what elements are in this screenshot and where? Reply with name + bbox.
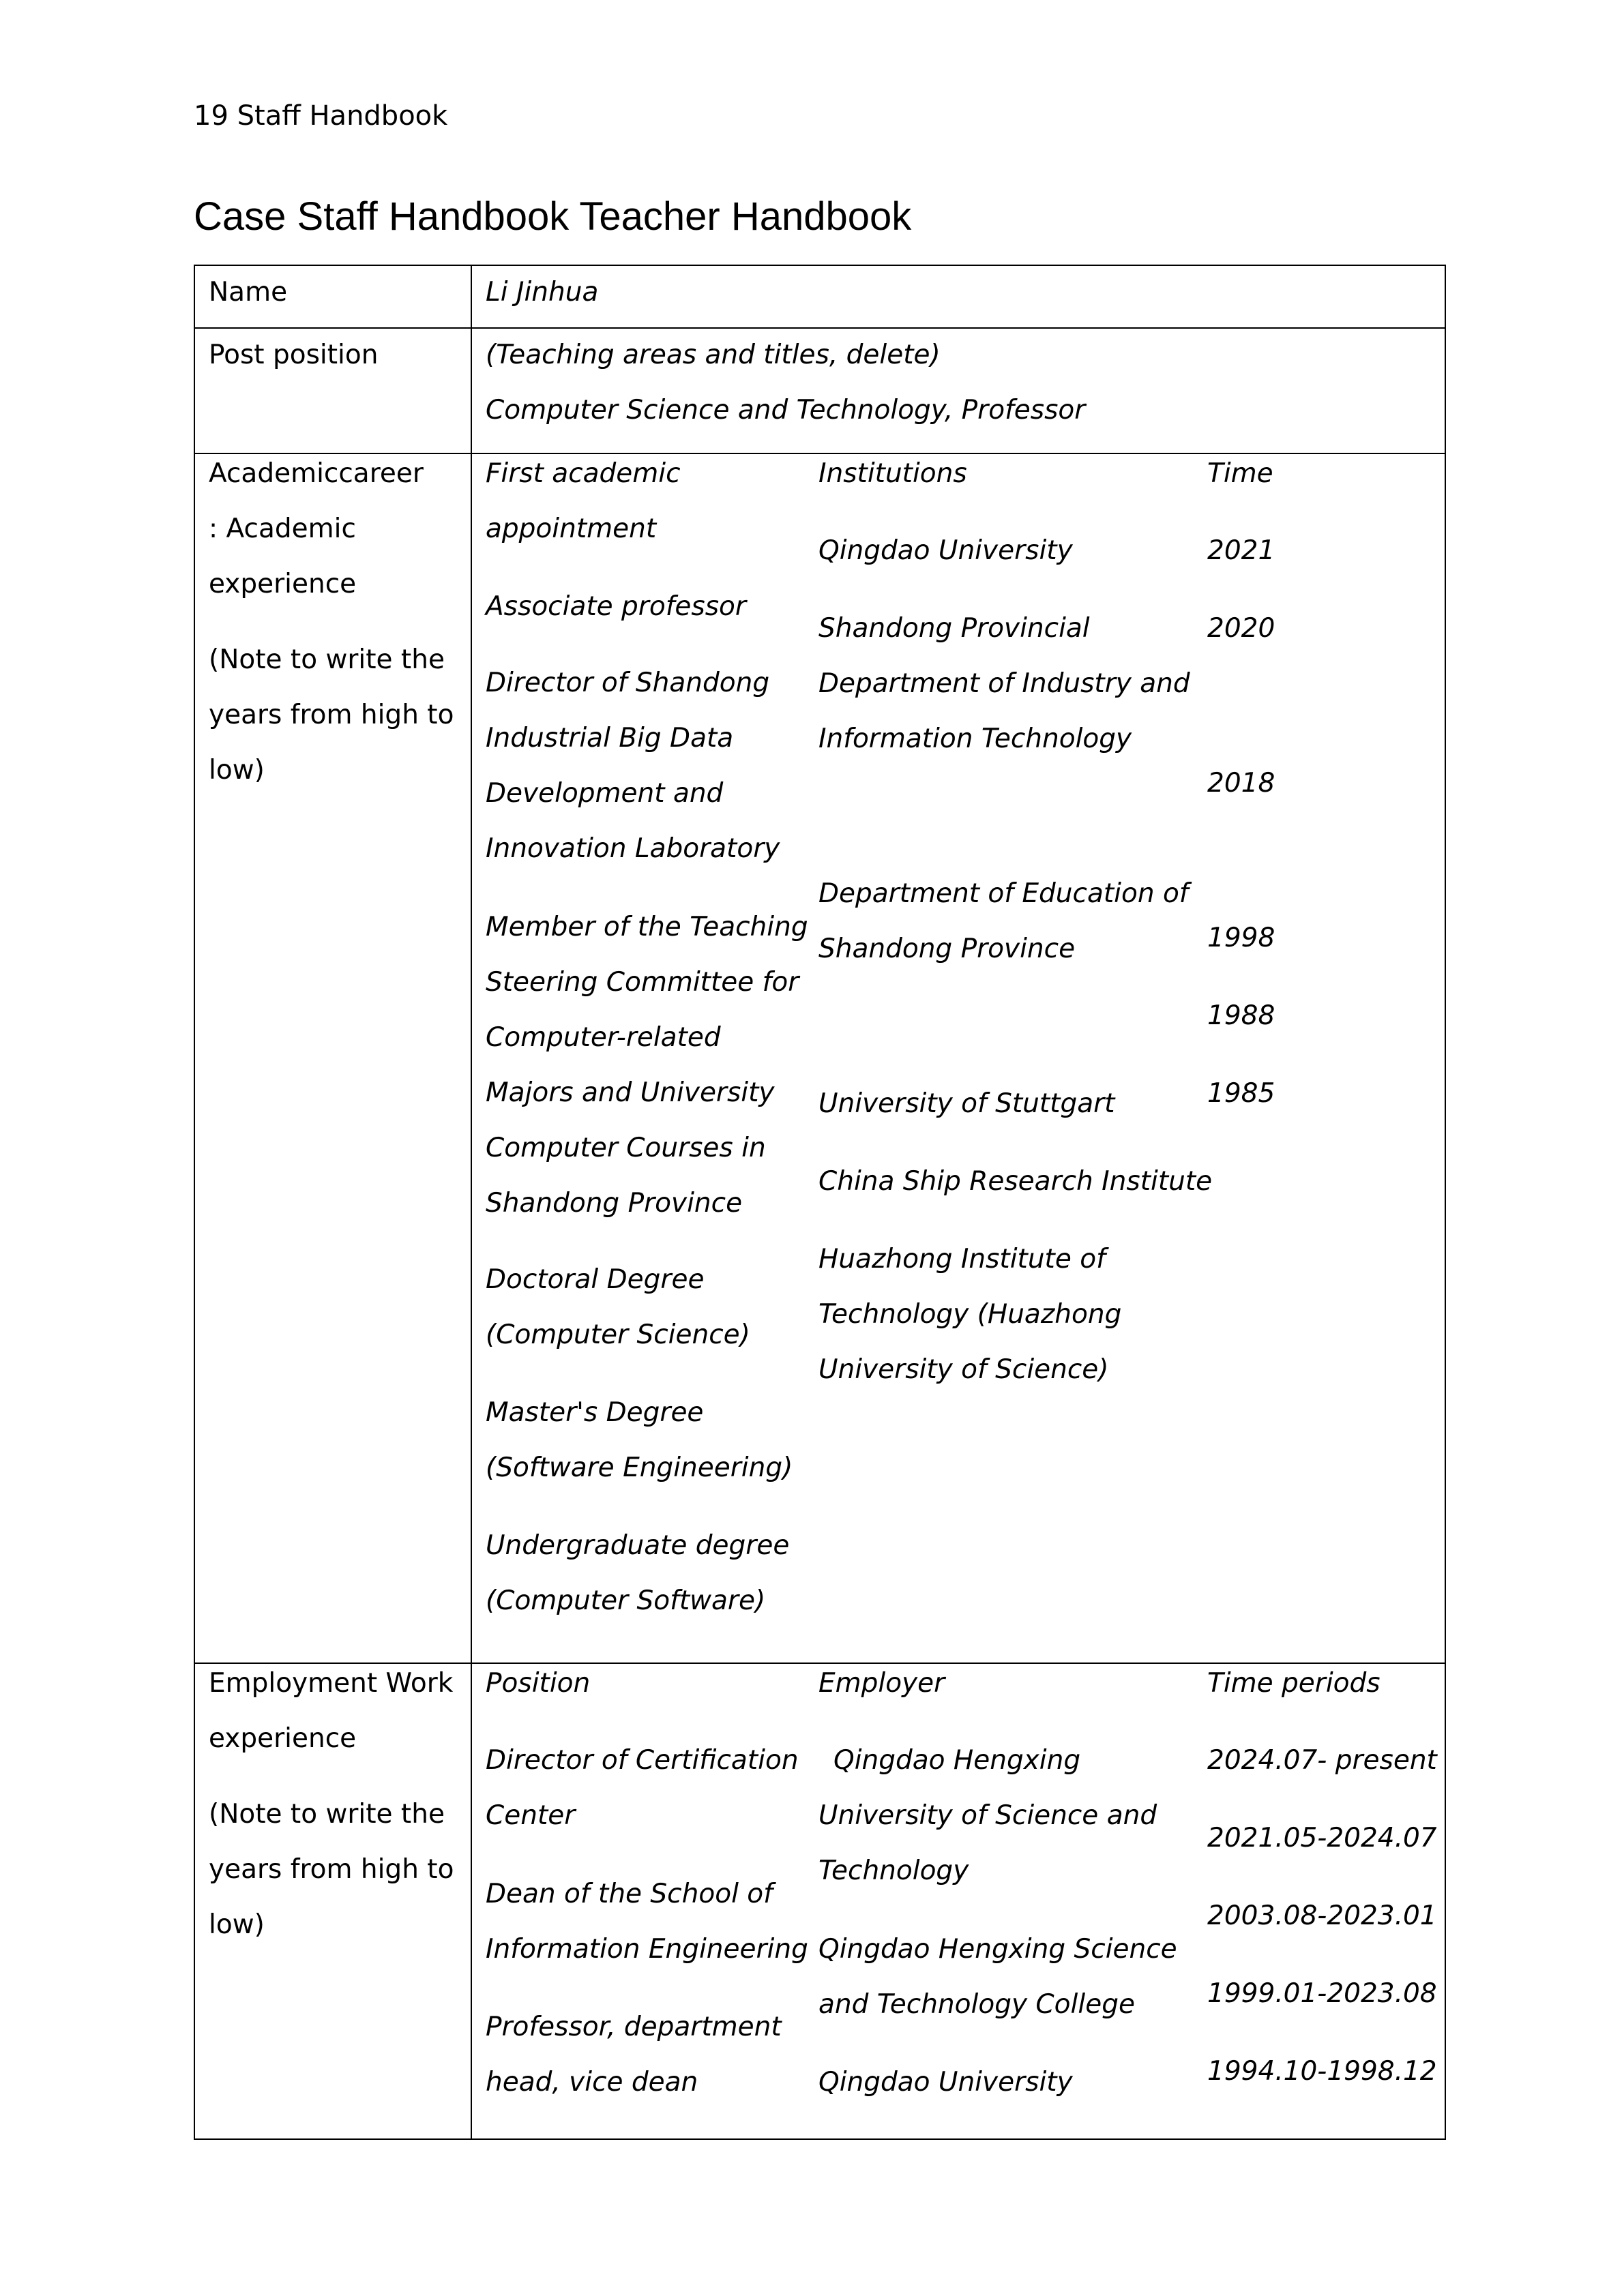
employment-note-1: (Note to write the: [209, 1799, 445, 1830]
table-border-top: [194, 265, 1446, 266]
employment-position: head, vice dean: [486, 2067, 698, 2098]
employment-position: Information Engineering: [486, 1934, 808, 1965]
employment-position: Dean of the School of: [486, 1879, 773, 1909]
academic-label-1: Academiccareer: [209, 458, 424, 489]
academic-position: Doctoral Degree: [486, 1264, 705, 1295]
academic-note-1: (Note to write the: [209, 644, 445, 675]
academic-position: (Computer Science): [486, 1320, 750, 1350]
academic-position: Computer Courses in: [486, 1133, 766, 1163]
post-note: (Teaching areas and titles, delete): [486, 340, 941, 370]
employment-position: Center: [486, 1800, 576, 1831]
academic-header-institutions: Institutions: [818, 458, 967, 489]
academic-position: Associate professor: [486, 591, 746, 622]
academic-institution: Huazhong Institute of: [818, 1244, 1106, 1274]
academic-time: 2021: [1207, 535, 1275, 566]
employment-employer: Qingdao University: [818, 2067, 1073, 2098]
employment-header-time-periods: Time periods: [1207, 1668, 1381, 1699]
table-border-right: [1445, 265, 1446, 2140]
employment-employer: Qingdao Hengxing: [833, 1745, 1081, 1776]
academic-institution: Information Technology: [818, 724, 1132, 754]
academic-position: Undergraduate degree: [486, 1530, 790, 1561]
employment-note-3: low): [209, 1909, 265, 1940]
academic-time: 2018: [1207, 768, 1275, 799]
academic-position: Member of the Teaching: [486, 912, 808, 942]
academic-position: Industrial Big Data: [486, 723, 734, 754]
employment-header-position: Position: [486, 1668, 591, 1699]
table-border-bottom: [194, 2138, 1446, 2140]
academic-position: Director of Shandong: [486, 668, 770, 698]
academic-position: (Computer Software): [486, 1585, 766, 1616]
academic-note-2: years from high to: [209, 700, 454, 730]
academic-header-time: Time: [1207, 458, 1273, 489]
employment-employer: and Technology College: [818, 1989, 1135, 2020]
academic-institution: Department of Education of: [818, 878, 1189, 909]
academic-institution: Technology (Huazhong: [818, 1299, 1122, 1330]
name-label: Name: [209, 277, 288, 308]
employment-employer: Qingdao Hengxing Science: [818, 1934, 1177, 1965]
academic-note-3: low): [209, 755, 265, 786]
table-border-left: [194, 265, 195, 2140]
academic-position: (Software Engineering): [486, 1452, 793, 1483]
running-header: 19 Staff Handbook: [194, 100, 448, 132]
name-value: Li Jinhua: [486, 277, 599, 308]
academic-time: 2020: [1207, 613, 1275, 644]
academic-label-2: : Academic: [209, 513, 356, 544]
academic-time: 1985: [1207, 1078, 1275, 1109]
column-divider: [471, 265, 472, 2140]
employment-period: 1994.10-1998.12: [1207, 2056, 1437, 2087]
employment-employer: University of Science and: [818, 1800, 1157, 1831]
employment-employer: Technology: [818, 1855, 969, 1886]
employment-position: Professor, department: [486, 2012, 782, 2042]
academic-time: 1998: [1207, 923, 1275, 953]
academic-position: Development and: [486, 778, 724, 809]
employment-period: 2021.05-2024.07: [1207, 1823, 1437, 1853]
academic-position: Computer-related: [486, 1022, 721, 1053]
academic-institution: University of Stuttgart: [818, 1088, 1115, 1119]
page-title: Case Staff Handbook Teacher Handbook: [194, 194, 912, 239]
employment-label-2: experience: [209, 1723, 357, 1754]
academic-position: Innovation Laboratory: [486, 833, 780, 864]
post-label: Post position: [209, 340, 379, 370]
academic-institution: Shandong Province: [818, 934, 1076, 964]
employment-position: Director of Certification: [486, 1745, 799, 1776]
academic-header-position-2: appointment: [486, 513, 657, 544]
employment-period: 2003.08-2023.01: [1207, 1900, 1437, 1931]
academic-position: Majors and University: [486, 1077, 775, 1108]
employment-note-2: years from high to: [209, 1854, 454, 1885]
employment-period: 1999.01-2023.08: [1207, 1978, 1437, 2009]
academic-position: Steering Committee for: [486, 967, 799, 998]
employment-header-employer: Employer: [818, 1668, 945, 1699]
academic-header-position-1: First academic: [486, 458, 681, 489]
post-value: Computer Science and Technology, Professor: [486, 395, 1086, 426]
academic-institution: University of Science): [818, 1354, 1109, 1385]
employment-period: 2024.07- present: [1207, 1745, 1437, 1776]
academic-position: Shandong Province: [486, 1188, 743, 1219]
employment-label-1: Employment Work: [209, 1668, 454, 1699]
academic-institution: Shandong Provincial: [818, 613, 1090, 644]
academic-institution: China Ship Research Institute: [818, 1166, 1213, 1197]
academic-institution: Qingdao University: [818, 535, 1073, 566]
academic-label-3: experience: [209, 569, 357, 599]
academic-institution: Department of Industry and: [818, 668, 1190, 699]
academic-position: Master's Degree: [486, 1397, 704, 1428]
academic-time: 1988: [1207, 1000, 1275, 1031]
